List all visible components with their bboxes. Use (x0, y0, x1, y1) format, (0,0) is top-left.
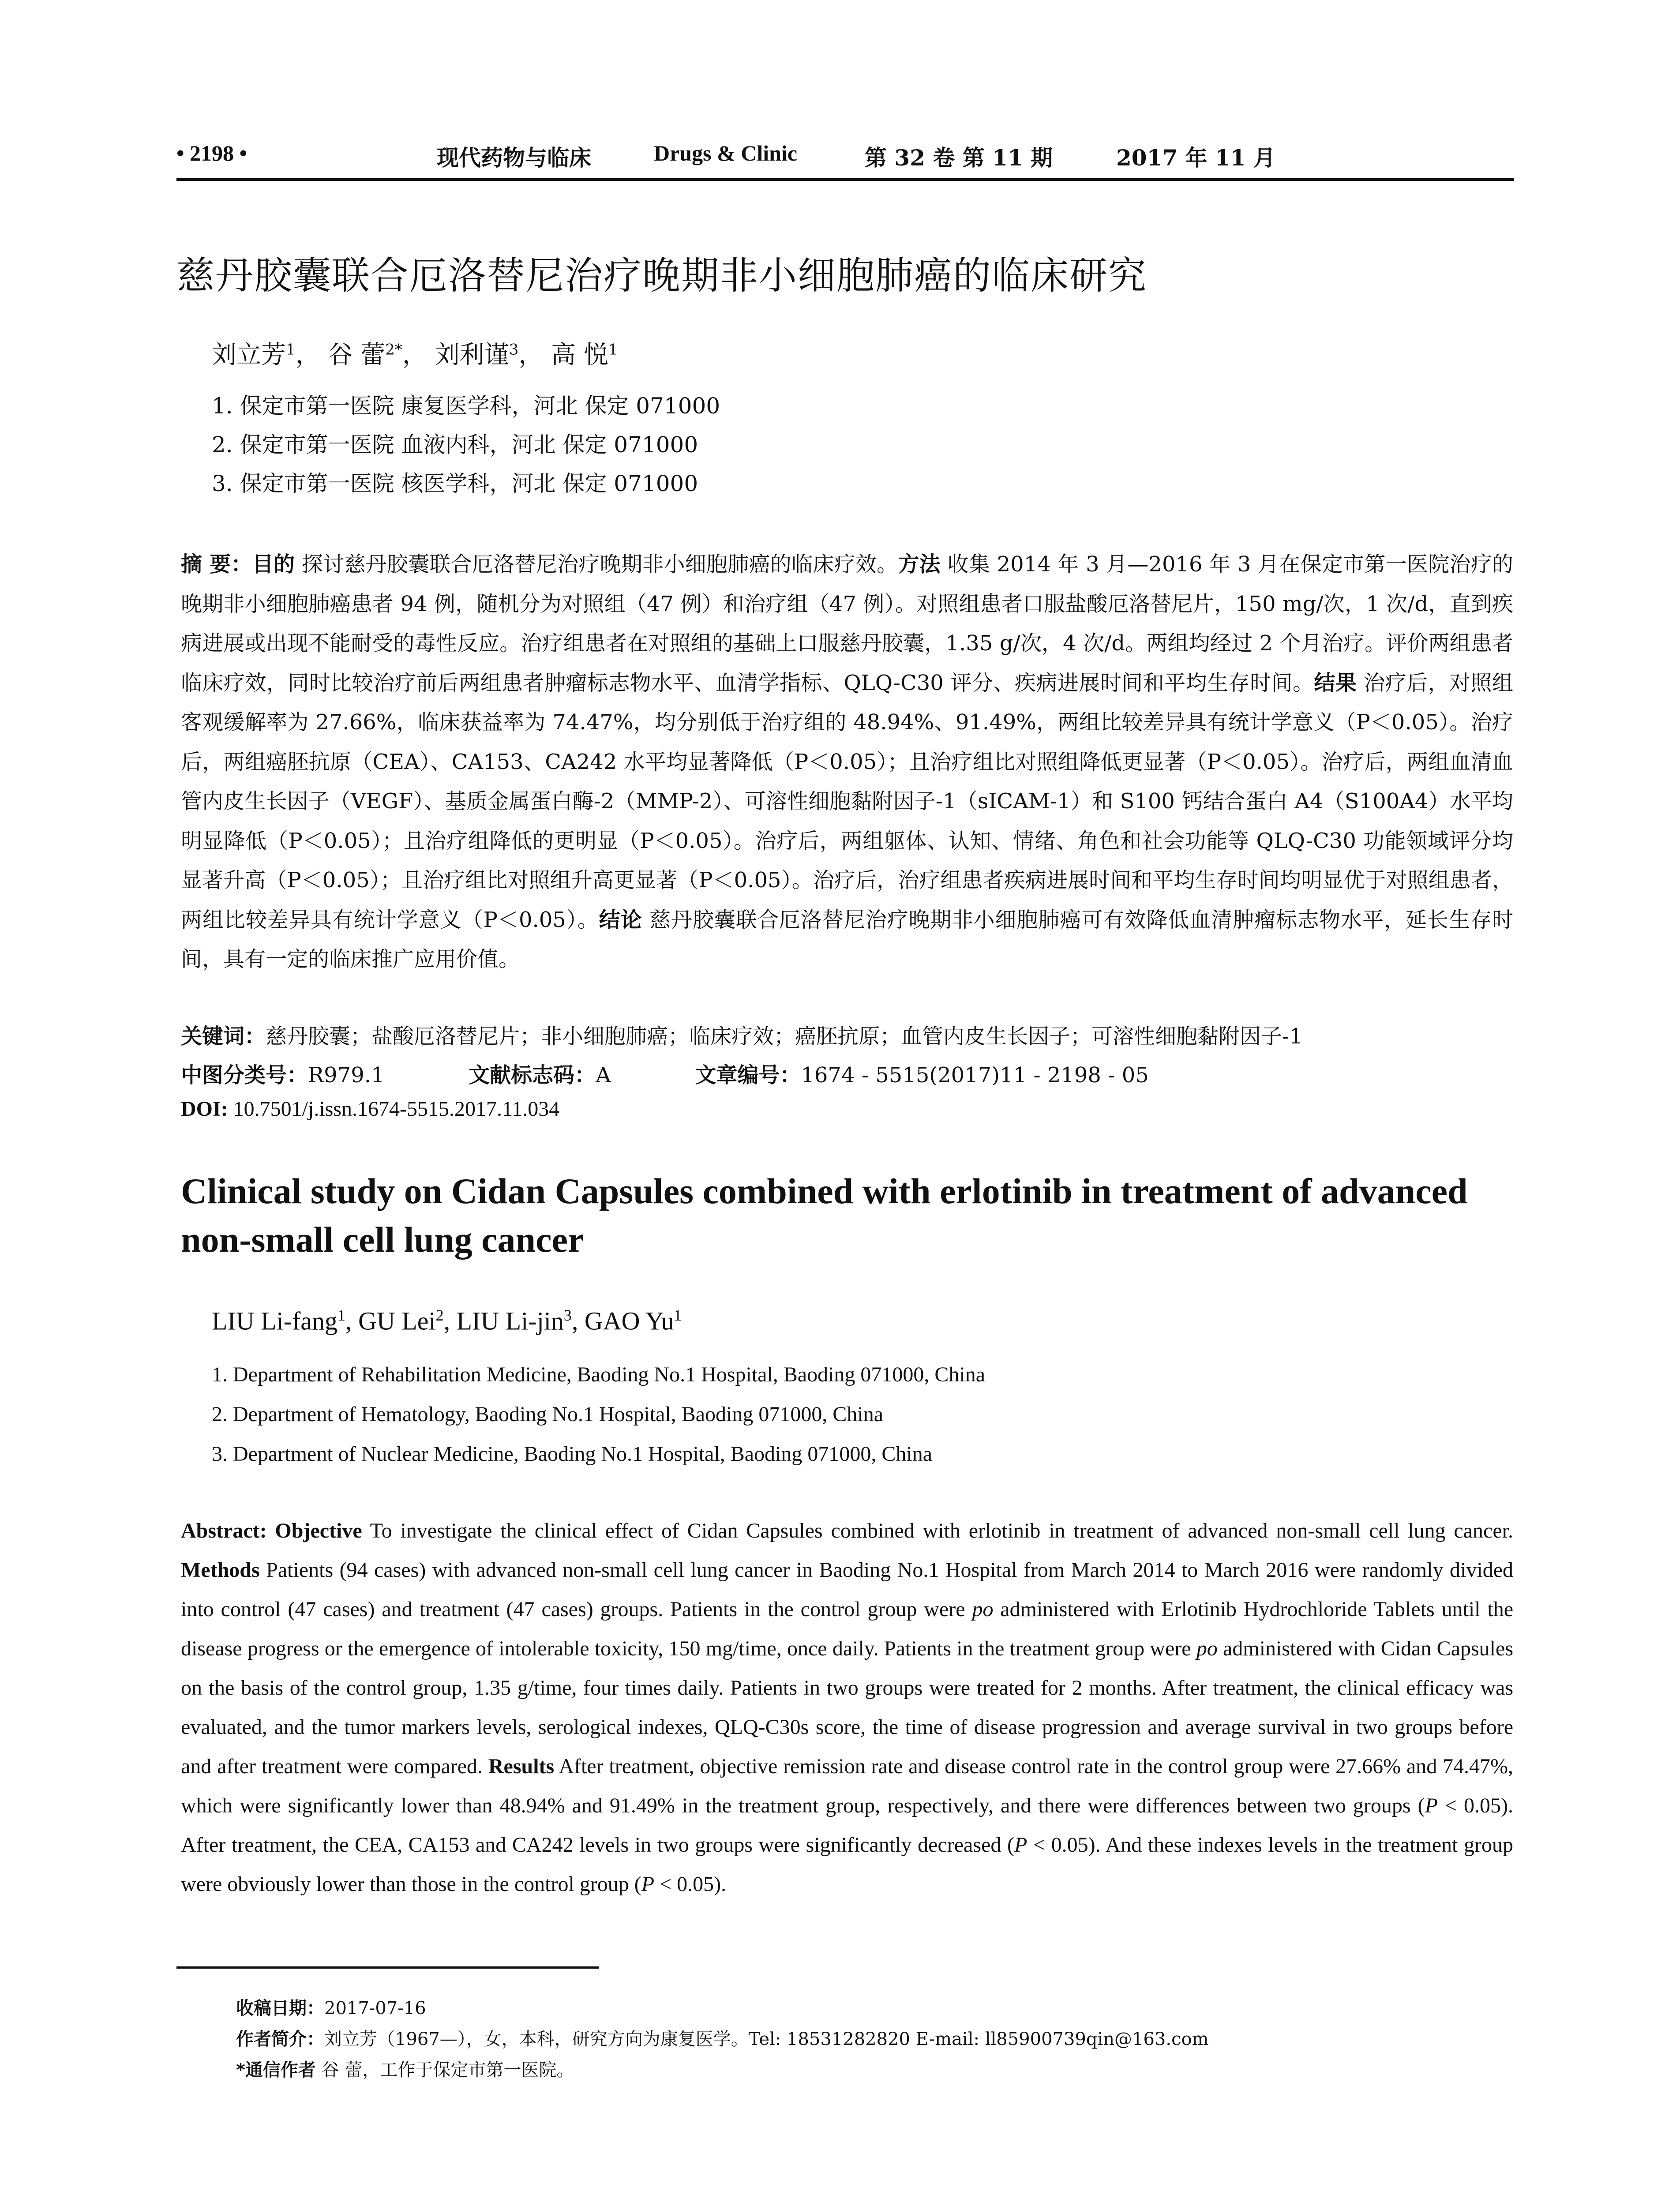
cn-author: 高 悦 (551, 341, 608, 369)
en-objective-text: To investigate the clinical effect of Cidan Capsules combined with erlotinib in treatment of advanced non-small cell lung cancer. (362, 1519, 1513, 1542)
cn-abstract (181, 545, 1513, 979)
author-bio-label: 作者简介： (236, 2029, 324, 2049)
en-methods-text: administered with Cidan Capsules on the basis of the control group, 1.35 g/time, four times daily. Patients in two groups were treated for 2 months. After treatment, the clinical efficacy was evaluated, and the tumor markers levels, serological indexes, QLQ-C30s score, the time of disease progression and average survival in two groups before and after treatment were compared. (181, 1637, 1514, 1778)
received-label: 收稿日期： (236, 1998, 324, 2018)
en-methods-text: Patients (94 cases) with advanced non-small cell lung cancer in Baoding No.1 Hospital from March 2014 to March 2016 were randomly divided into control (47 cases) and treatment (47 cases) groups. Patients in the control group were (181, 1558, 1513, 1621)
en-abstract-label: Abstract: Objective (181, 1519, 362, 1542)
objective-label: 目的 (252, 552, 295, 577)
header-divider (176, 178, 1514, 181)
cn-affiliation: 3. 保定市第一医院 核医学科，河北 保定 071000 (212, 471, 698, 496)
en-methods-text: administered with Erlotinib Hydrochloride Tablets until the disease progress or the emergence of intolerable toxicity, 150 mg/time, once daily. Patients in the treatment group were (181, 1598, 1514, 1660)
author-sup: 3 (563, 1306, 572, 1324)
corresponding-text: 谷 蕾，工作于保定市第一医院。 (315, 2060, 574, 2080)
corresponding-label: *通信作者 (236, 2060, 316, 2080)
cn-keywords (181, 1019, 1303, 1050)
po-term: po (1196, 1637, 1218, 1660)
author-bio (236, 2025, 1209, 2050)
cn-affiliation: 2. 保定市第一医院 血液内科，河北 保定 071000 (212, 432, 698, 458)
corresponding-author (236, 2056, 574, 2081)
en-methods-label: Methods (181, 1558, 260, 1582)
clc-value: R979.1 (308, 1063, 385, 1088)
journal-name-cn: 现代药物与临床 (437, 145, 591, 171)
article-no-label: 文章编号： (695, 1063, 801, 1088)
p-symbol: P (641, 1872, 655, 1896)
cn-classification (181, 1058, 1149, 1088)
en-author: GU Lei (358, 1306, 436, 1336)
po-term: po (972, 1598, 994, 1621)
methods-label: 方法 (898, 552, 941, 577)
en-results-text: < 0.05). (654, 1872, 727, 1896)
volume-issue: 第 32 卷 第 11 期 (865, 145, 1053, 171)
doc-code-value: A (596, 1063, 611, 1088)
objective-text: 探讨慈丹胶囊联合厄洛替尼治疗晚期非小细胞肺癌的临床疗效。 (295, 552, 898, 577)
cn-author: 刘利谨 (435, 341, 509, 369)
conclusion-text: 慈丹胶囊联合厄洛替尼治疗晚期非小细胞肺癌可有效降低血清肿瘤标志物水平，延长生存时间，具有一定的临床推广应用价值。 (181, 907, 1513, 972)
doi-value: 10.7501/j.issn.1674-5515.2017.11.034 (228, 1097, 560, 1121)
journal-name-en: Drugs & Clinic (654, 141, 797, 165)
author-sup: 3 (509, 341, 519, 359)
doc-code-label: 文献标志码： (469, 1063, 596, 1088)
author-sup: 2* (385, 341, 402, 359)
article-no-value: 1674 - 5515(2017)11 - 2198 - 05 (801, 1063, 1149, 1088)
cn-doi (181, 1097, 559, 1121)
en-abstract (181, 1511, 1513, 1904)
author-sup: 1 (674, 1306, 682, 1324)
results-text: 治疗后，对照组客观缓解率为 27.66%，临床获益率为 74.47%，均分别低于治疗组的 48.94%、91.49%，两组比较差异具有统计学意义（P＜0.05）。治疗后，两组癌胚抗原（CEA）、CA153、CA242 水平均显著降低（P＜0.05）；且治疗组比对照组降低更显著（P＜0.05）。治疗后，两组血清血管内皮生长因子（VEGF）、基质金属蛋白酶-2（MMP-2）、可溶性细胞黏附因子-1（sICAM-1）和 S100 钙结合蛋白 A4（S100A4）水平均明显降低（P＜0.05）；且治疗组降低的更明显（P＜0.05）。治疗后，两组躯体、认知、情绪、角色和社会功能等 QLQ-C30 功能领域评分均显著升高（P＜0.05）；且治疗组比对照组升高更显著（P＜0.05）。治疗后，治疗组患者疾病进展时间和平均生存时间均明显优于对照组患者，两组比较差异具有统计学意义（P＜0.05）。 (181, 670, 1513, 932)
page-number: • 2198 • (176, 141, 248, 165)
en-author: LIU Li-jin (456, 1306, 564, 1336)
received-value: 2017-07-16 (324, 1998, 426, 2018)
cn-author: 谷 蕾 (328, 341, 386, 369)
conclusion-label: 结论 (599, 907, 642, 932)
en-results-text: < 0.05). And these indexes levels in the treatment group were obviously lower than those in the control group ( (181, 1833, 1514, 1896)
en-affiliation: 2. Department of Hematology, Baoding No.1 Hospital, Baoding 071000, China (212, 1403, 884, 1426)
en-author: GAO Yu (584, 1306, 674, 1336)
en-results-text: After treatment, objective remission rate and disease control rate in the control group were 27.66% and 74.47%, which were significantly lower than 48.94% and 91.49% in the treatment group, respectively, and there were differences between two groups ( (181, 1755, 1514, 1817)
author-sup: 1 (338, 1306, 346, 1324)
running-header (176, 140, 1509, 176)
author-sup: 1 (608, 341, 618, 359)
results-label: 结果 (1314, 670, 1357, 695)
author-sup: 1 (286, 341, 296, 359)
en-author: LIU Li-fang (212, 1306, 338, 1336)
en-results-label: Results (488, 1755, 555, 1778)
received-date (236, 1994, 426, 2019)
footnote-divider (176, 1966, 599, 1969)
p-symbol: P (1014, 1833, 1028, 1857)
keywords-label: 关键词： (181, 1024, 266, 1049)
methods-text: 收集 2014 年 3 月—2016 年 3 月在保定市第一医院治疗的晚期非小细胞肺癌患者 94 例，随机分为对照组（47 例）和治疗组（47 例）。对照组患者口服盐酸厄洛替尼片，150 mg/次，1 次/d，直到疾病进展或出现不能耐受的毒性反应。治疗组患者在对照组的基础上口服慈丹胶囊，1.35 g/次，4 次/d。两组均经过 2 个月治疗。评价两组患者临床疗效，同时比较治疗前后两组患者肿瘤标志物水平、血清学指标、QLQ-C30 评分、疾病进展时间和平均生存时间。 (181, 552, 1513, 695)
author-sup: 2 (435, 1306, 444, 1324)
en-article-title: Clinical study on Cidan Capsules combined with erlotinib in treatment of advanced non-small cell lung cancer (181, 1171, 1468, 1260)
cn-article-title: 慈丹胶囊联合厄洛替尼治疗晚期非小细胞肺癌的临床研究 (176, 254, 1147, 298)
author-bio-text: 刘立芳（1967—），女，本科，研究方向为康复医学。Tel: 18531282820 E-mail: ll85900739qin@163.com (324, 2029, 1209, 2049)
clc-label: 中图分类号： (181, 1063, 308, 1088)
en-affiliation: 3. Department of Nuclear Medicine, Baoding No.1 Hospital, Baoding 071000, China (212, 1442, 933, 1466)
issue-date: 2017 年 11 月 (1116, 145, 1275, 171)
keywords-text: 慈丹胶囊；盐酸厄洛替尼片；非小细胞肺癌；临床疗效；癌胚抗原；血管内皮生长因子；可溶性细胞黏附因子-1 (266, 1024, 1303, 1049)
abstract-label: 摘 要： (181, 552, 252, 577)
en-author-list: LIU Li-fang$^1$, GU Lei$^2$, LIU Li-jin$^3$, GAO Yu$^1$ (212, 1306, 682, 1336)
cn-author: 刘立芳 (212, 341, 286, 369)
doi-label: DOI: (181, 1097, 228, 1121)
en-affiliation: 1. Department of Rehabilitation Medicine, Baoding No.1 Hospital, Baoding 071000, China (212, 1363, 986, 1386)
p-symbol: P (1425, 1794, 1438, 1817)
en-results-text: < 0.05). After treatment, the CEA, CA153 and CA242 levels in two groups were significantly decreased ( (181, 1794, 1513, 1857)
cn-affiliation: 1. 保定市第一医院 康复医学科，河北 保定 071000 (212, 393, 720, 419)
cn-author-list: 刘立芳$^1$， 谷 蕾$^{2*}$， 刘利谨$^3$， 高 悦$^1$ (212, 341, 618, 369)
